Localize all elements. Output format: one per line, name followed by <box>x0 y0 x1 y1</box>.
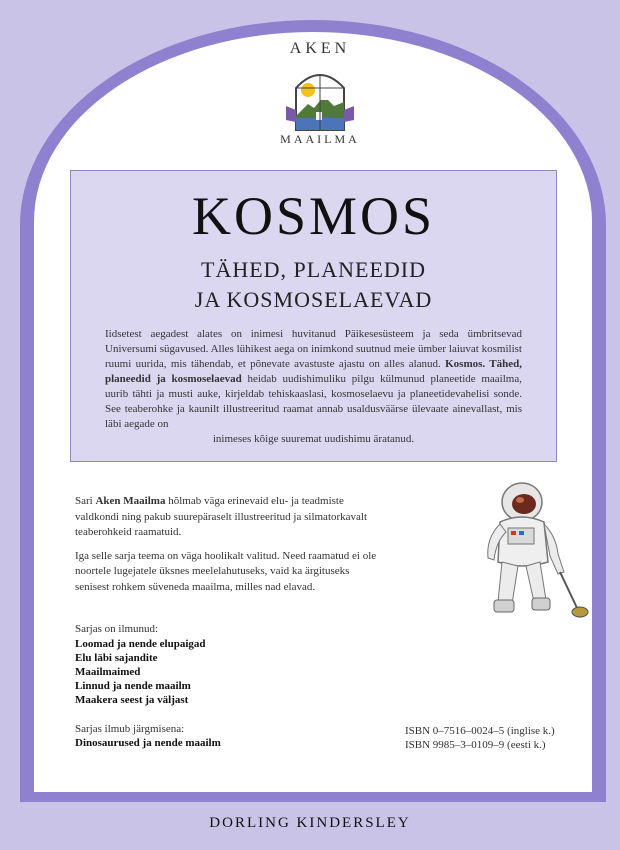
publisher-name: DORLING KINDERSLEY <box>209 815 411 831</box>
blurb-rest: heidab uudishimuliku pilgu külmunud planeetide maailma, uurib tähti ja musti auke, kirjeldab tehiskaaslasi, kosmoselaevu ja planeetidevahelisi sonde. See teaberohke ja kaunilt illustreeritud raamat annab usaldusväärse ülevaate ainevallast, mis läbi aegade on <box>105 373 522 430</box>
title-panel <box>70 170 557 462</box>
blurb-bold-title: Kosmos. Tähed, planeedid ja kosmoselaevad <box>105 358 522 385</box>
book-title: KOSMOS <box>191 186 436 246</box>
isbn-line: ISBN 0–7516–0024–5 (inglise k.) <box>405 725 555 737</box>
astronaut-illustration <box>478 478 590 628</box>
upcoming-list <box>75 722 375 750</box>
isbn-block <box>405 724 595 752</box>
published-title: Maakera seest ja väljast <box>75 694 189 706</box>
subtitle-line: JA KOSMOSELAEVAD <box>194 287 433 312</box>
published-list <box>75 622 375 707</box>
logo-top-word: AKEN <box>289 40 351 57</box>
subtitle-line: TÄHED, PLANEEDID <box>201 257 426 282</box>
book-subtitle <box>71 255 556 315</box>
series-description <box>75 494 380 603</box>
blurb-last-line: inimeses kõige suuremat uudishimu äratanud. <box>212 433 415 445</box>
published-title: Linnud ja nende maailm <box>75 680 191 692</box>
series-p1-prefix: Sari <box>75 495 96 507</box>
isbn-line: ISBN 9985–3–0109–9 (eesti k.) <box>405 739 546 751</box>
series-p1-rest: hõlmab väga erinevaid elu- ja teadmiste valdkondi ning pakub suurepäraselt illustreeritud ja silmatorkavalt teaberohkeid raamatuid. <box>75 495 368 538</box>
published-title: Loomad ja nende elupaigad <box>75 638 206 650</box>
upcoming-heading: Sarjas ilmub järgmisena: <box>75 723 185 735</box>
upcoming-title: Dinosaurused ja nende maailm <box>75 737 221 749</box>
series-name: Aken Maailma <box>95 495 166 507</box>
aken-maailma-logo <box>272 40 368 150</box>
book-blurb <box>105 327 522 447</box>
logo-bottom-word: MAAILMA <box>280 132 360 146</box>
published-title: Maailmaimed <box>75 666 141 678</box>
published-heading: Sarjas on ilmunud: <box>75 623 159 635</box>
published-title: Elu läbi sajandite <box>75 652 158 664</box>
series-paragraph-2: Iga selle sarja teema on väga hoolikalt valitud. Need raamatud ei ole noortele lugejatele üksnes meelelahutuseks, vaid ka ärgituseks senisest rohkem süveneda maailma, milles nad elavad. <box>75 549 377 593</box>
blurb-intro: Iidsetest aegadest alates on inimesi huvitanud Päikesesüsteem ja seda ümbritsevad Universumi sügavused. Alles lühikest aega on inimkond suutnud meie ümber laiuvat kosmilist ruumi uurida, mis tähendab, et põnevate avastuste ajastu on alles alanud. <box>105 328 522 370</box>
series-paragraph-1 <box>75 494 380 541</box>
window-landscape-icon <box>282 60 358 132</box>
